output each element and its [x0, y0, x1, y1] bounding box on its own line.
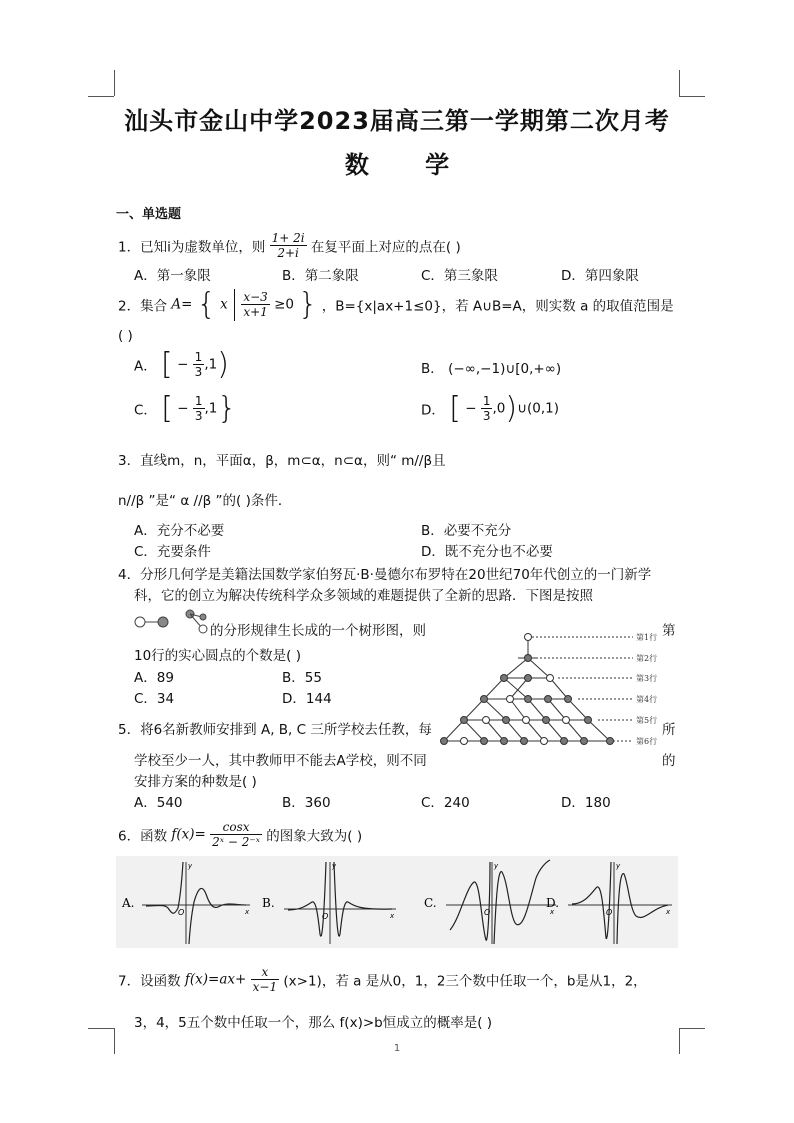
crop-mark-bottom-right-h — [679, 1028, 705, 1029]
q2-option-b — [421, 357, 561, 377]
q1-frac-num: 1+ 2i — [271, 231, 305, 245]
exam-title: 汕头市金山中学2023届高三第一学期第二次月考 — [124, 107, 670, 135]
q2-paren: ( ) — [118, 328, 133, 344]
q5-line1-end: 所 — [662, 722, 676, 738]
q6-graph-a — [120, 858, 254, 946]
q7-prefix: 7．设函数 — [118, 973, 181, 990]
q5-option-d: D．180 — [561, 795, 611, 811]
q6-graph-c — [420, 858, 560, 946]
q2-optA-num: 1 — [194, 350, 203, 364]
q4-line2: 科，它的创立为解决传统科学众多领域的难题提供了全新的思路．下图是按照 — [134, 588, 593, 604]
q1-suffix: 在复平面上对应的点在( ) — [310, 239, 461, 256]
q6-frac-den: 2ˣ − 2⁻ˣ — [212, 835, 260, 849]
page-number: 1 — [393, 1043, 401, 1054]
q1-option-b: B．第二象限 — [282, 268, 359, 284]
svg-text:x: x — [245, 908, 250, 916]
q7-cond: (x>1)，若 a 是从0，1，2三个数中任取一个，b是从1，2， — [283, 973, 647, 990]
q5-line2-end: 的 — [662, 753, 676, 769]
q2-option-d — [421, 391, 559, 431]
tree-row-label-5: 第5行 — [636, 716, 658, 725]
q6-frac-num: cosx — [210, 820, 262, 835]
svg-text:O: O — [606, 908, 613, 917]
q2-optD-label: D． — [421, 402, 445, 419]
crop-mark-top-left — [114, 70, 115, 96]
q6-graph-d-label: D. — [546, 896, 560, 910]
question-1 — [118, 231, 461, 260]
q2-setA-fraction — [241, 290, 269, 319]
tree-row-label-4: 第4行 — [636, 695, 658, 704]
q2-optD-rest: ,0 — [492, 400, 506, 417]
question-7 — [118, 965, 647, 994]
q6-graph-c-label: C. — [424, 896, 437, 910]
exam-subject: 数 学 — [344, 151, 474, 179]
q4-option-d: D．144 — [282, 691, 332, 707]
svg-text:x: x — [550, 908, 555, 916]
q2-optC-frac — [193, 394, 205, 423]
section-heading: 一、单选题 — [116, 207, 182, 222]
question-6 — [118, 820, 362, 849]
q2-optD-bracket: [ — [449, 391, 461, 426]
q5-line1: 5．将6名新教师安排到 A, B, C 三所学校去任教，每 — [118, 722, 432, 738]
q1-frac-den: 2+i — [277, 246, 299, 260]
q2-optD-close: ) — [505, 391, 518, 426]
crop-mark-top-right — [679, 70, 680, 96]
q2-setA-den: x+1 — [243, 305, 268, 319]
q2-optC-bracket: [ — [161, 391, 173, 426]
fractal-tree-figure — [438, 628, 688, 750]
q2-optA-label: A． — [134, 358, 157, 375]
q2-optD-frac — [481, 394, 493, 423]
svg-text:y: y — [616, 862, 621, 870]
q2-setA-brace-open: { — [196, 287, 216, 322]
q3-line1: 3．直线m，n，平面α，β，m⊂α，n⊂α，则“ m//β且 — [118, 453, 446, 469]
q2-optD-num: 1 — [482, 394, 491, 408]
q6-graph-b-label: B. — [262, 896, 275, 910]
q5-line3: 安排方案的种数是( ) — [134, 774, 257, 790]
q4-line3: 的分形规律生长成的一个树形图，则 — [210, 623, 426, 639]
q7-fraction — [251, 965, 279, 994]
q2-optB-label: B． — [421, 361, 444, 377]
svg-text:O: O — [322, 912, 329, 921]
tree-row-label-3: 第3行 — [636, 674, 658, 683]
q2-prefix: 2．集合 — [118, 298, 168, 315]
svg-text:x: x — [666, 908, 671, 916]
q2-setA-var: x — [220, 296, 228, 313]
q6-graph-a-label: A. — [122, 896, 135, 910]
q6-graph-d — [540, 858, 676, 946]
q1-fraction — [270, 231, 307, 260]
q2-optC-den: 3 — [194, 409, 203, 423]
q2-optA-frac — [193, 350, 205, 379]
q2-optA-bracket: [ — [161, 347, 173, 382]
q2-setA-bar — [234, 289, 235, 321]
svg-text:O: O — [178, 908, 185, 917]
svg-text:y: y — [332, 862, 337, 870]
q1-option-d: D．第四象限 — [561, 268, 639, 284]
tree-row-label-6: 第6行 — [636, 737, 658, 746]
q2-optD-den: 3 — [482, 409, 491, 423]
q2-optC-num: 1 — [194, 394, 203, 408]
fractal-rule-icon — [132, 608, 210, 636]
q4-line1: 4．分形几何学是美籍法国数学家伯努瓦·B·曼德尔布罗特在20世纪70年代创立的一门新学 — [118, 567, 652, 583]
q1-option-c: C．第三象限 — [421, 268, 498, 284]
q3-line2: n//β ”是“ α //β ”的( )条件． — [118, 493, 292, 509]
q2-setA-cond: ≥0 — [274, 296, 295, 313]
q4-option-c: C．34 — [134, 691, 175, 707]
q2-setB: ，B={x|ax+1≤0}，若 A∪B=A，则实数 a 的取值范围是 — [321, 298, 674, 315]
q5-option-b: B．360 — [282, 795, 331, 811]
q1-option-a: A．第一象限 — [134, 268, 211, 284]
q6-fx: f(x)= — [171, 826, 206, 843]
svg-text:y: y — [188, 862, 193, 870]
q4-option-a: A．89 — [134, 670, 174, 686]
q6-prefix: 6．函数 — [118, 828, 168, 845]
q2-optA-close: ) — [217, 347, 229, 382]
q7-fx: f(x)=ax+ — [184, 971, 247, 988]
q2-optC-label: C． — [134, 402, 157, 419]
q2-optD-union: ∪(0,1) — [517, 400, 559, 417]
svg-text:y: y — [494, 862, 499, 870]
q4-line4: 10行的实心圆点的个数是( ) — [134, 648, 302, 664]
q2-setA-num: x−3 — [243, 290, 268, 304]
q6-graph-b — [258, 858, 400, 946]
q2-optC-rest: ,1 — [204, 400, 218, 417]
q4-option-b: B．55 — [282, 670, 322, 686]
q4-line3-end: 第 — [662, 623, 676, 639]
q2-optC-close: } — [217, 391, 237, 426]
q6-fraction — [210, 820, 262, 849]
tree-row-label-1: 第1行 — [636, 633, 658, 642]
crop-mark-top-right-h — [679, 96, 705, 97]
svg-text:x: x — [390, 912, 395, 920]
q3-option-d: D．既不充分也不必要 — [421, 544, 553, 560]
q1-prefix: 1．已知i为虚数单位，则 — [118, 239, 266, 256]
q2-setA-brace-close: } — [298, 287, 318, 322]
q5-option-a: A．540 — [134, 795, 183, 811]
crop-mark-top-left-h — [88, 96, 114, 97]
q2-option-c — [134, 391, 236, 431]
question-2 — [118, 287, 674, 322]
q2-optC-minus: − — [177, 400, 189, 417]
tree-row-label-2: 第2行 — [636, 654, 658, 663]
q7-frac-den: x−1 — [252, 980, 278, 994]
svg-text:O: O — [484, 908, 491, 917]
q7-line2: 3，4，5五个数中任取一个，那么 f(x)>b恒成立的概率是( ) — [134, 1015, 493, 1031]
q6-suffix: 的图象大致为( ) — [266, 828, 363, 845]
q2-optA-minus: − — [177, 356, 189, 373]
q3-option-b: B．必要不充分 — [421, 523, 512, 539]
q2-setA-lhs: A= — [171, 296, 193, 313]
q7-frac-num: x — [251, 965, 279, 980]
q2-optA-rest: ,1 — [204, 356, 218, 373]
q3-option-c: C．充要条件 — [134, 544, 211, 560]
q5-option-c: C．240 — [421, 795, 470, 811]
crop-mark-bottom-left-h — [88, 1028, 114, 1029]
q3-option-a: A．充分不必要 — [134, 523, 225, 539]
q5-line2: 学校至少一人，其中教师甲不能去A学校，则不同 — [134, 753, 427, 769]
q2-option-a — [134, 347, 229, 387]
q2-optB-text: (−∞,−1)∪[0,+∞) — [448, 361, 562, 377]
q2-optA-den: 3 — [194, 365, 203, 379]
q2-optD-minus: − — [465, 400, 477, 417]
